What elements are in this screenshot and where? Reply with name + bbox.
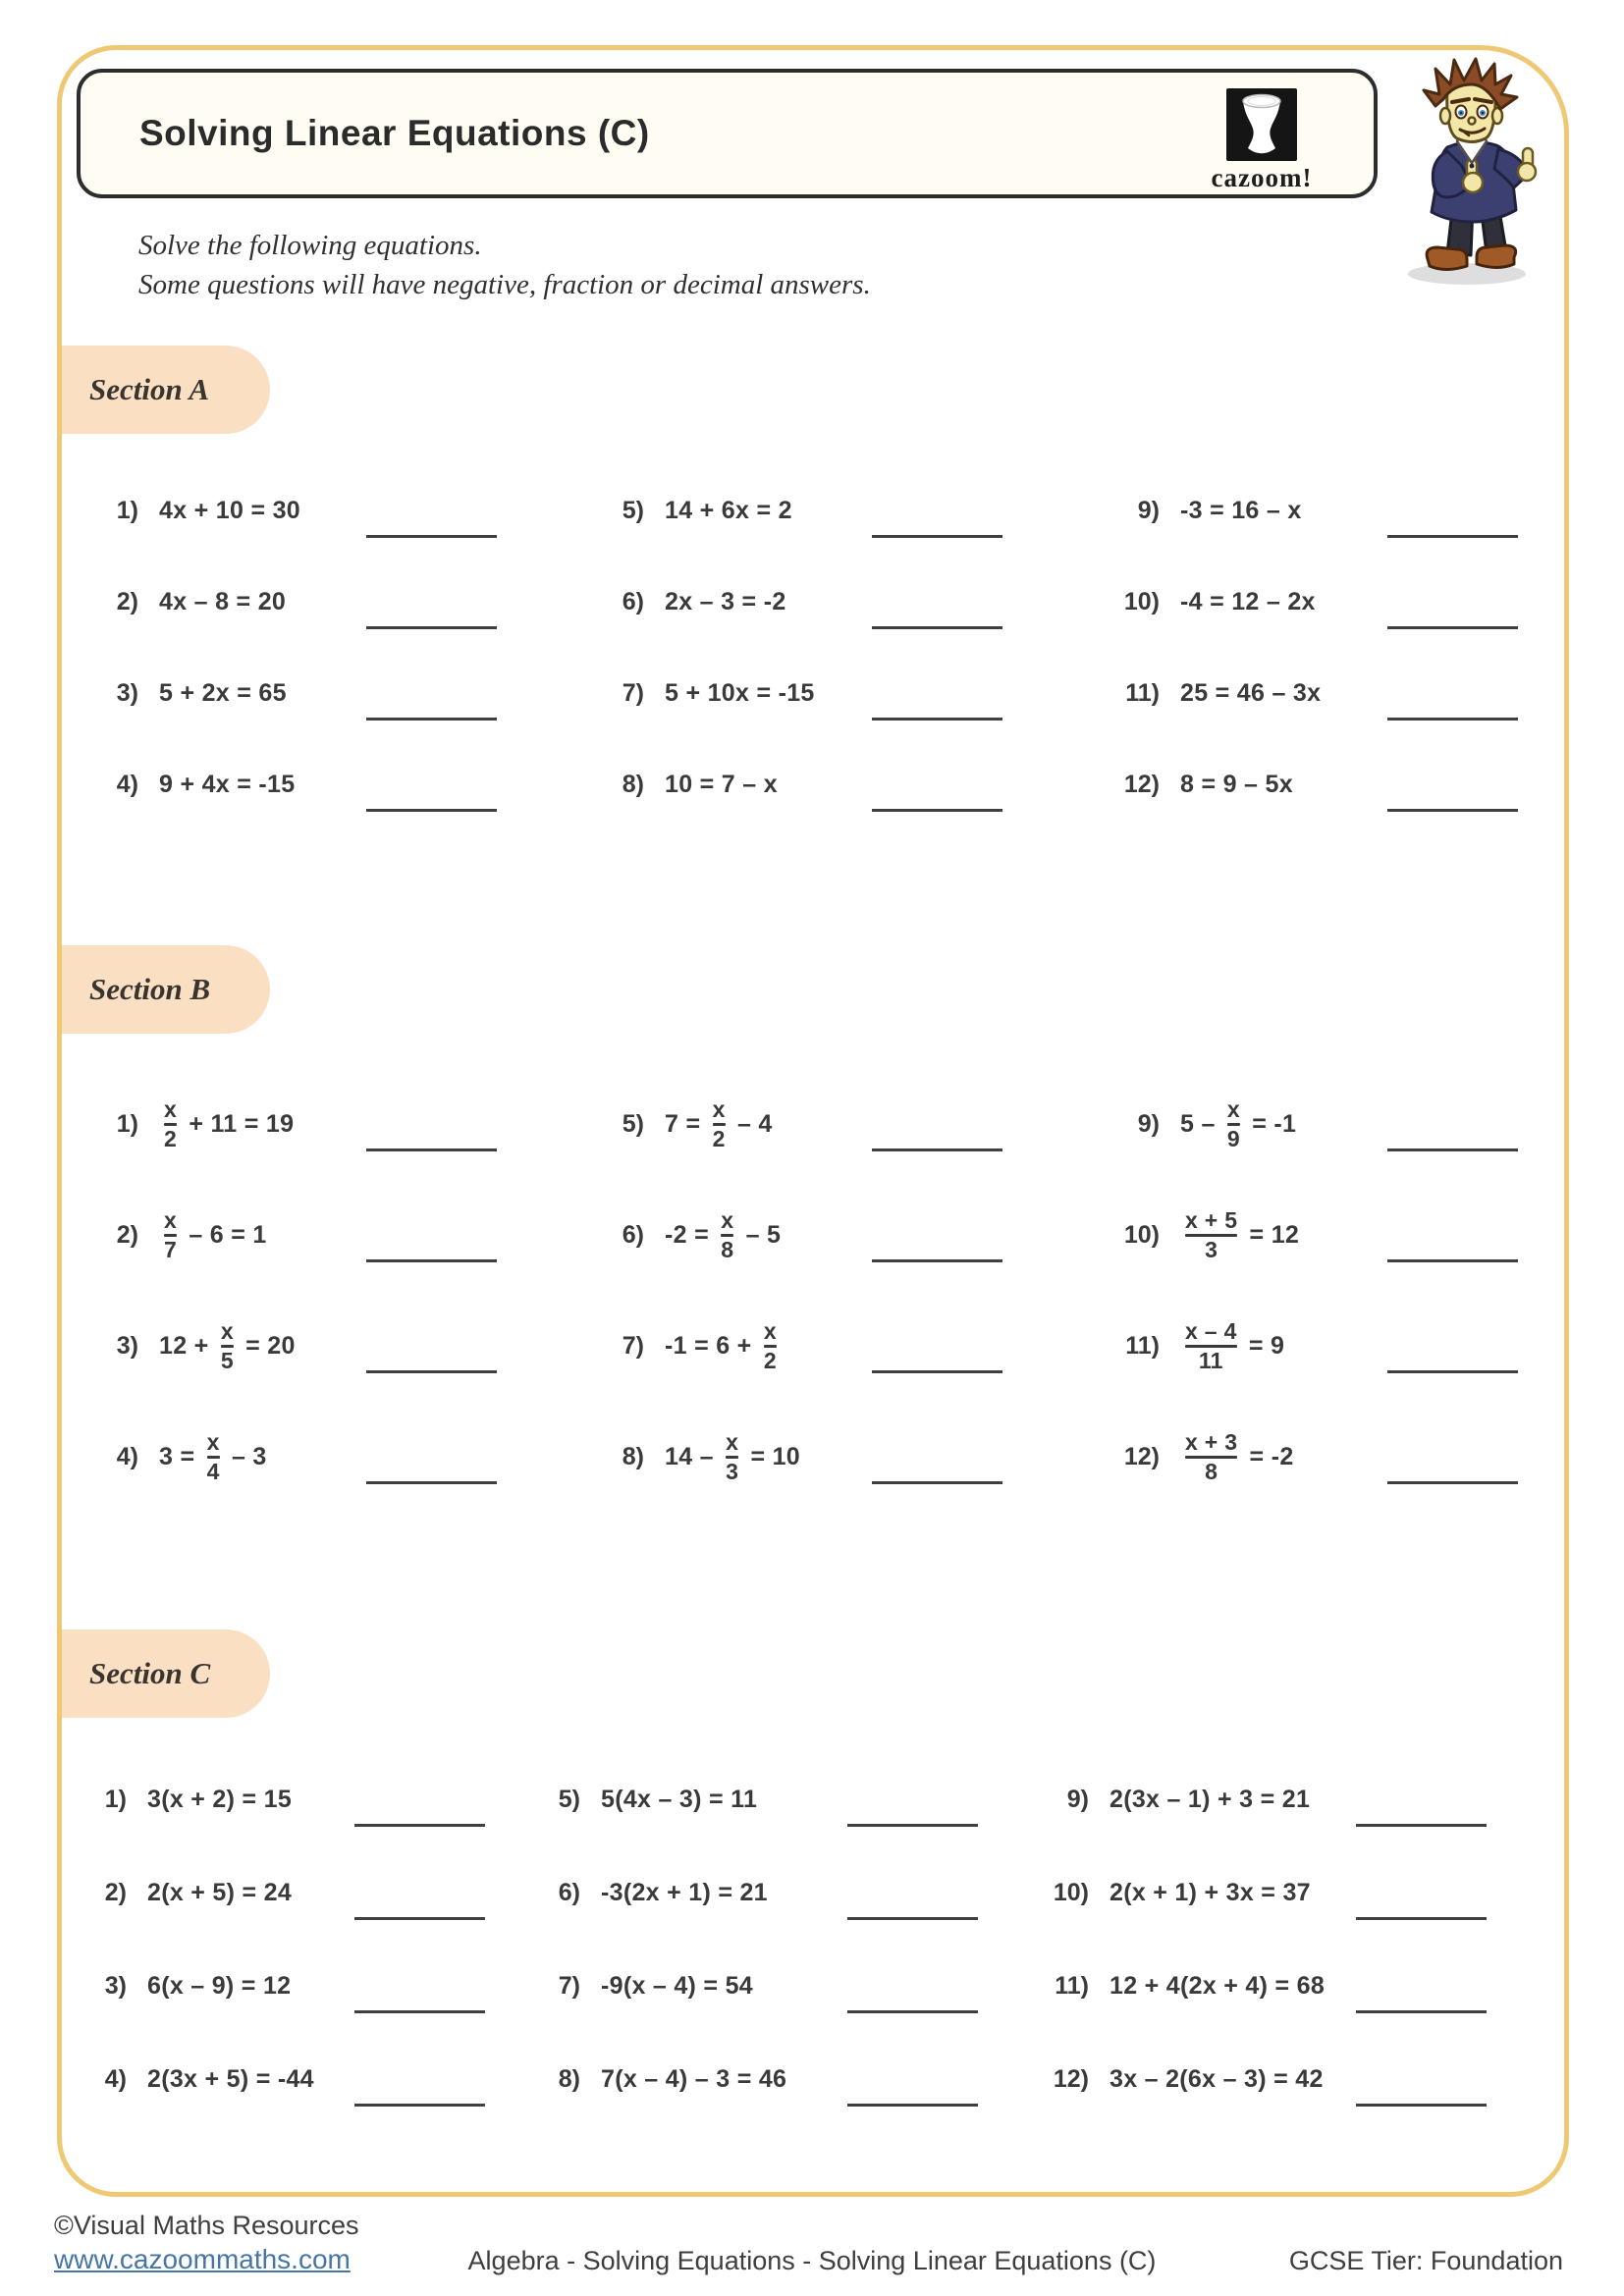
question-equation: 4x + 10 = 30 (159, 497, 301, 524)
answer-line[interactable] (366, 809, 497, 812)
question-number: 7) (622, 1331, 644, 1360)
answer-line[interactable] (1356, 1917, 1487, 1920)
answer-line[interactable] (366, 1481, 497, 1484)
question-number: 2) (104, 1879, 127, 1906)
question-equation: 2(x + 5) = 24 (147, 1879, 293, 1906)
answer-line[interactable] (872, 1481, 1002, 1484)
cazoom-drum-icon (1226, 88, 1297, 161)
question-number: 2) (116, 1220, 138, 1249)
question-number: 6) (558, 1879, 580, 1906)
question-row (1044, 2064, 1325, 2158)
question-number: 4) (104, 2065, 127, 2093)
question-row (93, 587, 599, 678)
question-equation: 2x – 3 = -2 (665, 588, 786, 615)
answer-line[interactable] (847, 2010, 978, 2013)
question-row (81, 1785, 535, 1878)
question-equation: -1 = 6 + $\frac{x}{2}$ (665, 1317, 777, 1373)
question-number: 12) (1123, 771, 1160, 798)
section-a-questions (93, 496, 1321, 861)
question-equation: 7(x – 4) – 3 = 46 (601, 2065, 787, 2093)
fraction: $\frac{x}{2}$ (164, 1095, 178, 1151)
question-row (1114, 1085, 1299, 1196)
answer-line[interactable] (1387, 1370, 1518, 1373)
question-equation: -2 = $\frac{x}{8}$ – 5 (665, 1206, 782, 1262)
question-row (81, 1971, 535, 2064)
question-row (599, 587, 1114, 678)
cazoom-logo-text: cazoom! (1211, 163, 1313, 192)
question-equation: 2(3x – 1) + 3 = 21 (1110, 1786, 1311, 1813)
answer-line[interactable] (847, 1824, 978, 1827)
question-equation: $\frac{x + 3}{8}$ = -2 (1185, 1428, 1294, 1484)
question-number: 10) (1123, 1220, 1160, 1249)
question-row (599, 1085, 1114, 1196)
answer-line[interactable] (1387, 1148, 1518, 1151)
question-number: 2) (116, 588, 138, 615)
question-number: 5) (622, 497, 644, 524)
question-equation: 8 = 9 – 5x (1180, 771, 1293, 798)
question-number: 5) (622, 1109, 644, 1138)
question-number: 5) (558, 1786, 580, 1813)
question-number: 8) (558, 2065, 580, 2093)
question-equation: 5 + 10x = -15 (665, 679, 815, 707)
question-number: 12) (1053, 2065, 1089, 2093)
question-equation: 5 + 2x = 65 (159, 679, 287, 707)
question-number: 8) (622, 1442, 644, 1470)
question-equation: 2(x + 1) + 3x = 37 (1110, 1879, 1311, 1906)
answer-line[interactable] (872, 718, 1002, 721)
question-row (535, 1971, 1044, 2064)
section-b-label (62, 945, 270, 1034)
question-equation: 7 = $\frac{x}{2}$ – 4 (665, 1095, 773, 1151)
question-equation: $\frac{x + 5}{3}$ = 12 (1185, 1206, 1300, 1262)
answer-line[interactable] (872, 809, 1002, 812)
answer-line[interactable] (366, 626, 497, 629)
question-equation: 12 + $\frac{x}{5}$ = 20 (159, 1317, 296, 1373)
question-row (599, 1307, 1114, 1417)
fraction: $\frac{x}{3}$ (726, 1428, 739, 1484)
question-equation: 25 = 46 – 3x (1180, 679, 1322, 707)
cazoom-logo (1201, 88, 1323, 193)
question-number: 7) (622, 679, 644, 707)
answer-line[interactable] (1387, 535, 1518, 538)
footer-breadcrumb: Algebra - Solving Equations - Solving Linear Equations (C) (467, 2246, 1157, 2275)
question-row (1044, 1785, 1325, 1878)
answer-line[interactable] (366, 718, 497, 721)
fraction: $\frac{x}{2}$ (712, 1095, 726, 1151)
question-row (599, 496, 1114, 587)
answer-line[interactable] (366, 1148, 497, 1151)
question-number: 10) (1053, 1879, 1089, 1906)
answer-line[interactable] (872, 1370, 1002, 1373)
section-c-questions (81, 1785, 1325, 2158)
question-number: 7) (558, 1972, 580, 2000)
question-number: 8) (622, 771, 644, 798)
question-number: 3) (116, 1331, 138, 1360)
question-number: 4) (116, 1442, 138, 1470)
section-b-questions (93, 1085, 1299, 1528)
question-number: 1) (104, 1786, 127, 1813)
answer-line[interactable] (354, 2010, 485, 2013)
question-equation: $\frac{x}{7}$ – 6 = 1 (164, 1206, 267, 1262)
question-row (599, 1417, 1114, 1528)
answer-line[interactable] (366, 535, 497, 538)
question-row (81, 2064, 535, 2158)
footer-website-link[interactable]: www.cazoommaths.com (54, 2244, 351, 2274)
answer-line[interactable] (847, 2104, 978, 2107)
answer-line[interactable] (1356, 1824, 1487, 1827)
question-row (93, 496, 599, 587)
footer-copyright: ©Visual Maths Resources (54, 2211, 359, 2240)
question-equation: 3(x + 2) = 15 (147, 1786, 293, 1813)
question-row (93, 1196, 599, 1307)
answer-line[interactable] (872, 1148, 1002, 1151)
question-number: 9) (1137, 497, 1160, 524)
answer-line[interactable] (366, 1370, 497, 1373)
question-equation: 2(3x + 5) = -44 (147, 2065, 314, 2093)
question-row (1114, 678, 1321, 770)
section-label-text: Section C (89, 1656, 211, 1690)
question-row (1114, 1417, 1299, 1528)
instructions (138, 226, 871, 304)
question-row (93, 678, 599, 770)
question-row (599, 770, 1114, 861)
question-number: 11) (1125, 1331, 1160, 1360)
question-row (1044, 1878, 1325, 1971)
answer-line[interactable] (354, 2104, 485, 2107)
question-equation: -9(x – 4) = 54 (601, 1972, 753, 2000)
answer-line[interactable] (366, 1259, 497, 1262)
answer-line[interactable] (1387, 1481, 1518, 1484)
instruction-line: Solve the following equations. (138, 230, 482, 261)
question-equation: 14 – $\frac{x}{3}$ = 10 (665, 1428, 801, 1484)
question-equation: 3x – 2(6x – 3) = 42 (1110, 2065, 1324, 2093)
mascot-boy-thumbs-up-icon (1396, 55, 1545, 289)
question-equation: -4 = 12 – 2x (1180, 588, 1316, 615)
question-row (93, 1307, 599, 1417)
question-row (1114, 496, 1321, 587)
question-equation: 10 = 7 – x (665, 771, 778, 798)
question-row (1114, 587, 1321, 678)
question-number: 11) (1125, 679, 1160, 707)
question-equation: -3(2x + 1) = 21 (601, 1879, 768, 1906)
answer-line[interactable] (1356, 2104, 1487, 2107)
question-row (535, 1785, 1044, 1878)
fraction: $\frac{x}{5}$ (220, 1317, 234, 1373)
question-number: 6) (622, 1220, 644, 1249)
answer-line[interactable] (872, 626, 1002, 629)
question-number: 6) (622, 588, 644, 615)
question-number: 1) (116, 497, 138, 524)
answer-line[interactable] (872, 535, 1002, 538)
question-row (81, 1878, 535, 1971)
fraction: $\frac{x}{7}$ (164, 1206, 178, 1262)
section-label-text: Section A (89, 372, 210, 406)
question-number: 3) (116, 679, 138, 707)
question-equation: 5(4x – 3) = 11 (601, 1786, 758, 1813)
question-equation: 9 + 4x = -15 (159, 771, 296, 798)
fraction: $\frac{x}{9}$ (1226, 1095, 1240, 1151)
answer-line[interactable] (354, 1824, 485, 1827)
question-row (535, 1878, 1044, 1971)
answer-line[interactable] (847, 1917, 978, 1920)
footer-tier: GCSE Tier: Foundation (1288, 2246, 1563, 2275)
question-number: 9) (1066, 1786, 1089, 1813)
fraction: $\frac{x}{8}$ (721, 1206, 734, 1262)
fraction: $\frac{x + 5}{3}$ (1185, 1206, 1238, 1262)
question-row (1114, 1307, 1299, 1417)
question-row (1114, 1196, 1299, 1307)
answer-line[interactable] (1387, 718, 1518, 721)
page-title: Solving Linear Equations (C) (139, 113, 650, 153)
answer-line[interactable] (354, 1917, 485, 1920)
section-c-label (62, 1629, 270, 1718)
question-number: 1) (116, 1109, 138, 1138)
question-equation: 6(x – 9) = 12 (147, 1972, 292, 2000)
question-row (1114, 770, 1321, 861)
question-equation: -3 = 16 – x (1180, 497, 1302, 524)
question-number: 10) (1123, 588, 1160, 615)
question-equation: 4x – 8 = 20 (159, 588, 287, 615)
question-row (535, 2064, 1044, 2158)
section-label-text: Section B (89, 972, 211, 1006)
answer-line[interactable] (1387, 809, 1518, 812)
question-number: 3) (104, 1972, 127, 2000)
answer-line[interactable] (1356, 2010, 1487, 2013)
question-equation: 3 = $\frac{x}{4}$ – 3 (159, 1428, 267, 1484)
answer-line[interactable] (1387, 1259, 1518, 1262)
question-row (93, 1417, 599, 1528)
question-equation: 5 – $\frac{x}{9}$ = -1 (1180, 1095, 1297, 1151)
fraction: $\frac{x}{2}$ (763, 1317, 777, 1373)
question-number: 9) (1137, 1109, 1160, 1138)
question-equation: 12 + 4(2x + 4) = 68 (1110, 1972, 1326, 2000)
question-row (599, 678, 1114, 770)
title-box (77, 69, 1378, 198)
question-equation: $\frac{x - 4}{11}$ = 9 (1185, 1317, 1285, 1373)
question-row (599, 1196, 1114, 1307)
question-row (93, 1085, 599, 1196)
question-row (93, 770, 599, 861)
question-number: 11) (1055, 1972, 1089, 2000)
fraction: $\frac{x - 4}{11}$ (1185, 1317, 1237, 1373)
section-a-label (62, 346, 270, 434)
fraction: $\frac{x + 3}{8}$ (1185, 1428, 1238, 1484)
question-equation: 14 + 6x = 2 (665, 497, 792, 524)
question-number: 4) (116, 771, 138, 798)
answer-line[interactable] (872, 1259, 1002, 1262)
question-number: 12) (1123, 1442, 1160, 1470)
question-equation: $\frac{x}{2}$ + 11 = 19 (164, 1095, 295, 1151)
fraction: $\frac{x}{4}$ (206, 1428, 220, 1484)
answer-line[interactable] (1387, 626, 1518, 629)
question-row (1044, 1971, 1325, 2064)
instruction-line: Some questions will have negative, fraction or decimal answers. (138, 269, 871, 300)
